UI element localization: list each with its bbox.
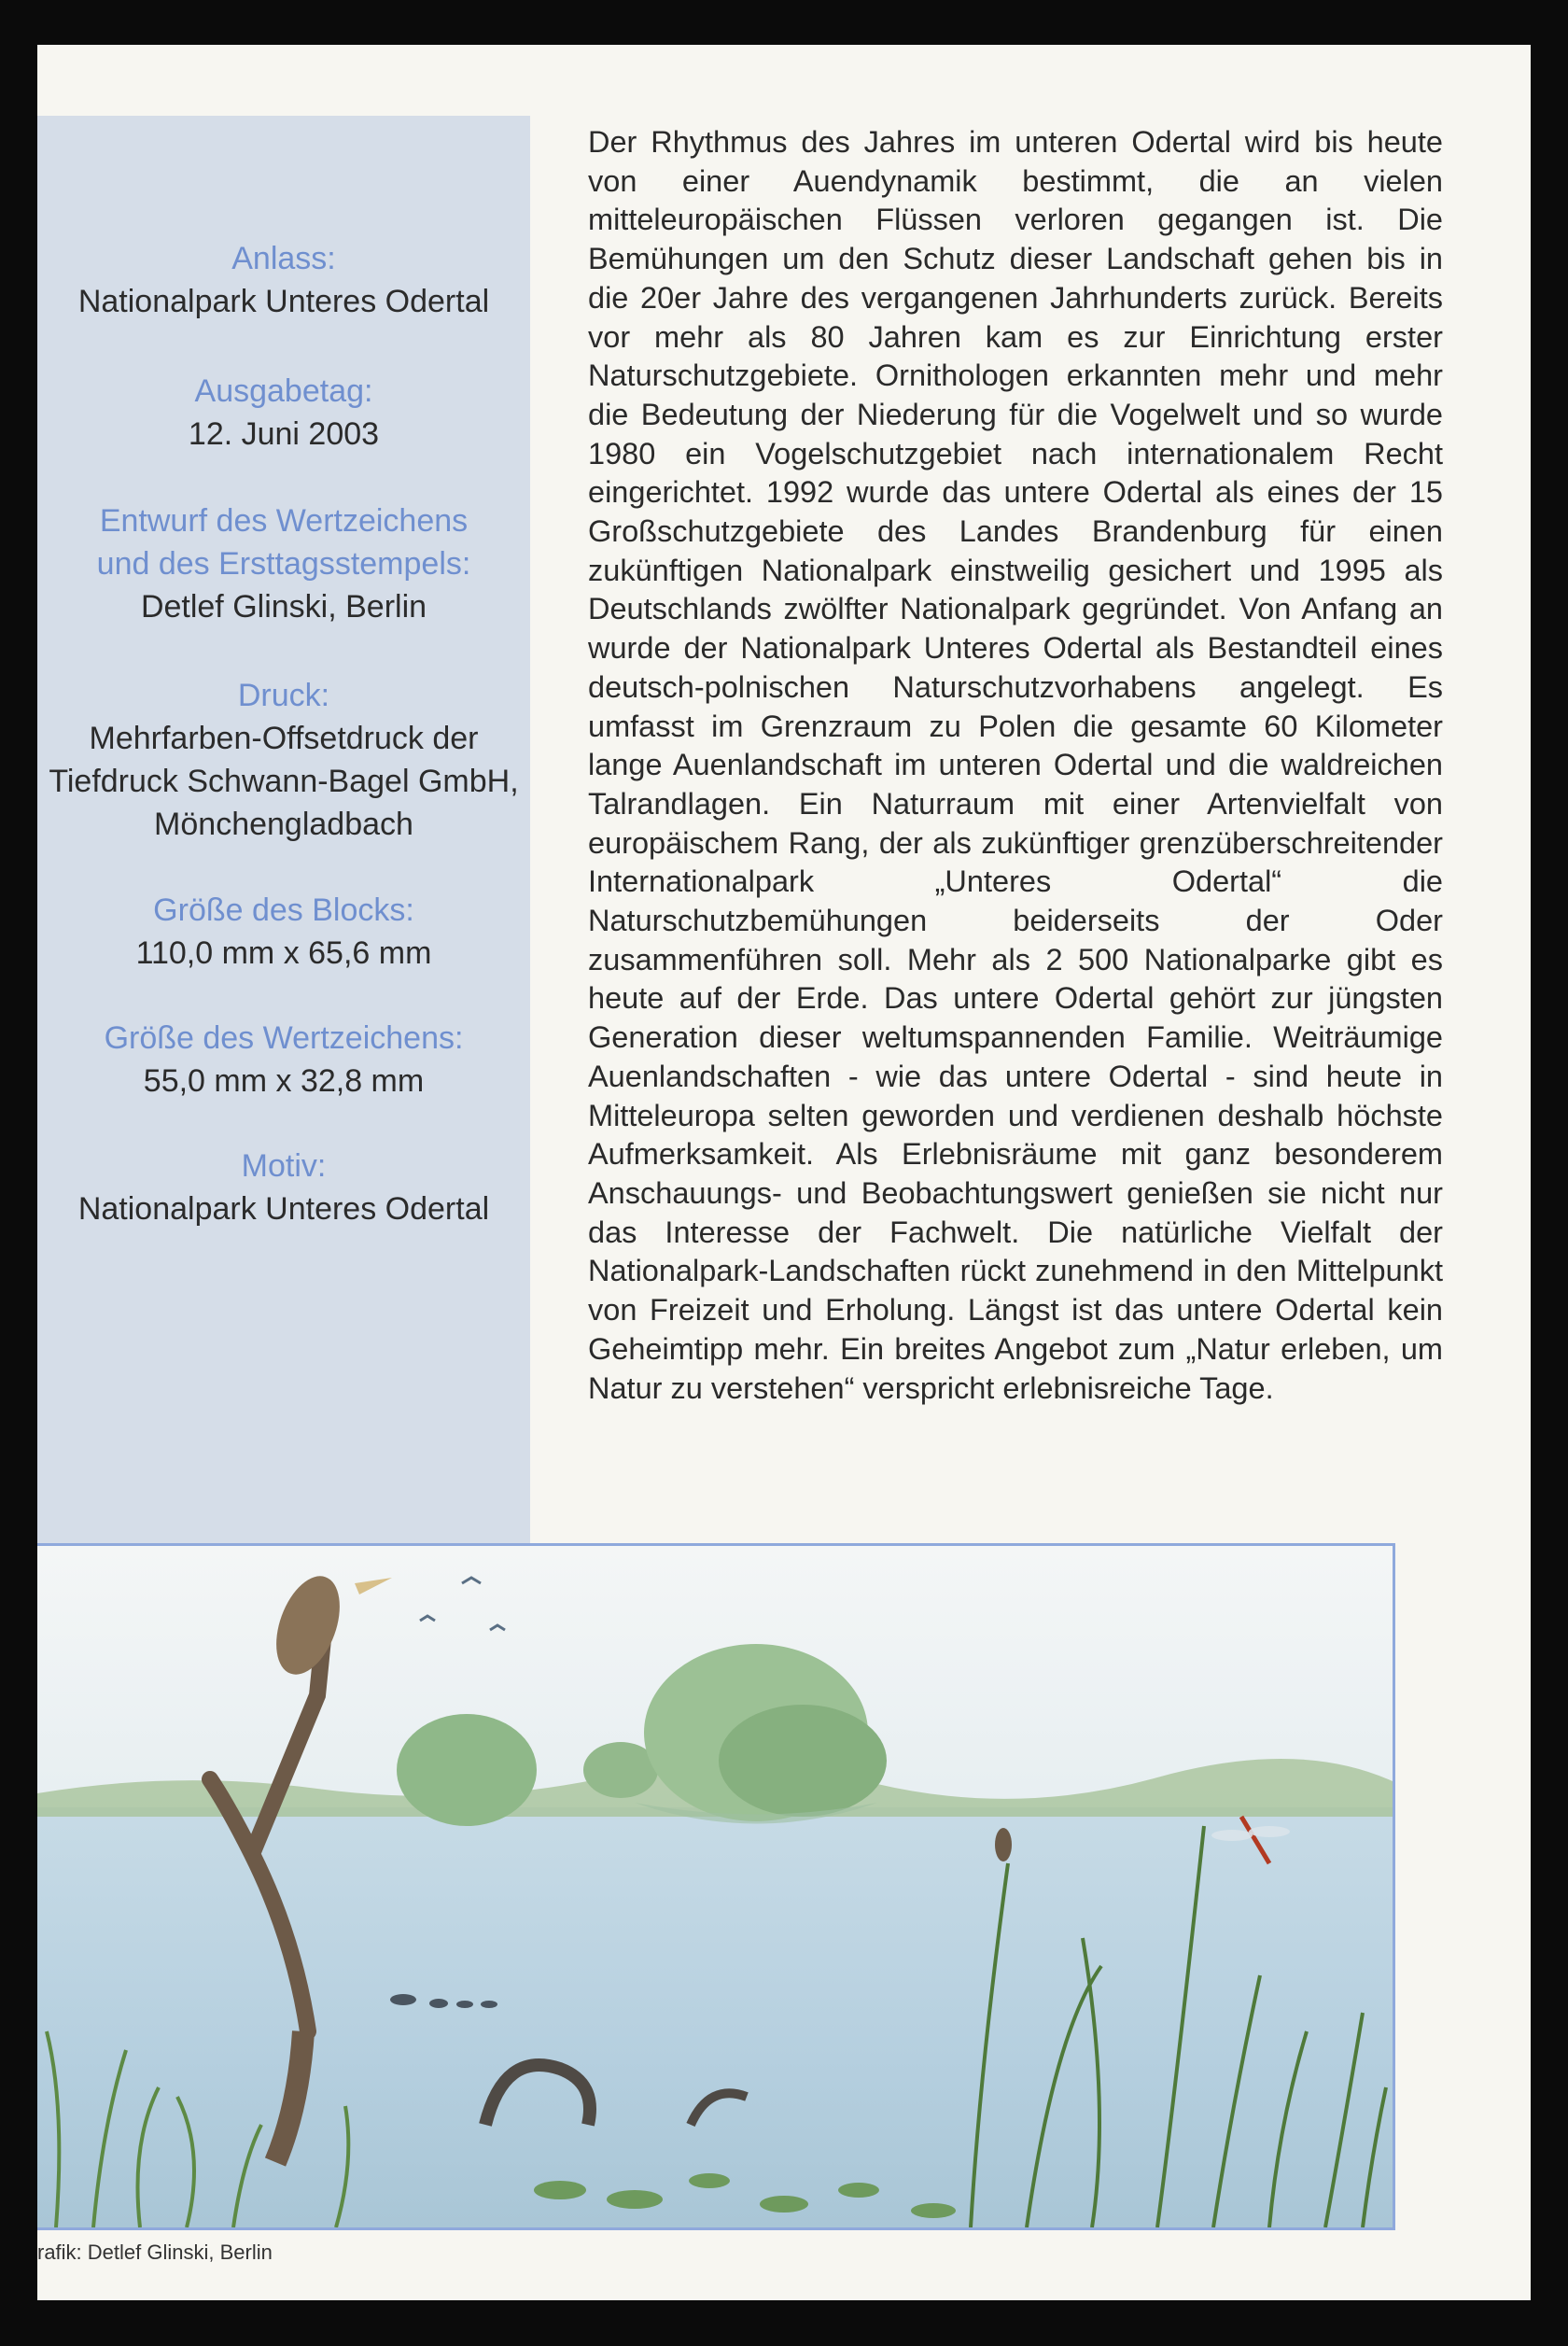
design-value: Detlef Glinski, Berlin bbox=[140, 589, 427, 625]
issue-info-sidebar bbox=[37, 116, 530, 1557]
occasion-value: Nationalpark Unteres Odertal bbox=[77, 284, 490, 319]
design-label-line-1: Entwurf des Wertzeichens bbox=[99, 503, 469, 539]
wetland-illustration bbox=[37, 1543, 1395, 2230]
design-block bbox=[37, 499, 530, 628]
print-value-line-2: Tiefdruck Schwann-Bagel GmbH, bbox=[49, 764, 519, 799]
occasion-block bbox=[37, 237, 530, 323]
print-value-line-3: Mönchengladbach bbox=[154, 807, 413, 842]
print-label: Druck: bbox=[237, 678, 330, 713]
occasion-label: Anlass: bbox=[231, 241, 336, 276]
lake-water bbox=[37, 1807, 1393, 2227]
stamp-size-block bbox=[37, 1017, 530, 1103]
wetland-painting bbox=[37, 1546, 1393, 2227]
willow-trees bbox=[719, 1705, 887, 1817]
print-block bbox=[37, 674, 530, 846]
illustration-credit: rafik: Detlef Glinski, Berlin bbox=[37, 2241, 273, 2264]
issue-date-value: 12. Juni 2003 bbox=[188, 416, 380, 452]
article-text bbox=[588, 123, 1443, 1408]
motif-label: Motiv: bbox=[241, 1148, 327, 1184]
motif-value: Nationalpark Unteres Odertal bbox=[77, 1191, 490, 1227]
issue-date-block bbox=[37, 370, 530, 456]
design-label-line-2: und des Ersttagsstempels: bbox=[96, 546, 471, 582]
block-size-value: 110,0 mm x 65,6 mm bbox=[135, 935, 432, 971]
booklet-page bbox=[37, 45, 1531, 2300]
block-size-label: Größe des Blocks: bbox=[153, 892, 414, 928]
block-size-block bbox=[37, 889, 530, 975]
print-value-line-1: Mehrfarben-Offsetdruck der bbox=[89, 721, 479, 756]
stamp-size-value: 55,0 mm x 32,8 mm bbox=[143, 1063, 425, 1099]
small-bird bbox=[995, 1828, 1012, 1861]
tree-clump bbox=[397, 1714, 537, 1826]
motif-block bbox=[37, 1145, 530, 1230]
article-paragraph: Der Rhythmus des Jahres im unteren Odertal wird bis heute von einer Auendynamik bestimmt, die an vielen mitteleuropäischen Flüssen verloren gegangen ist. Die Bemühungen um den Schutz dieser Landschaft gehen bis in die 20er Jahre des vergangenen Jahrhunderts zurück. Bereits vor mehr als 80 Jahren kam es zur Einrichtung erster Naturschutzgebiete. Ornithologen erkannten mehr und mehr die Bedeutung der Niederung für die Vogelwelt und so wurde 1980 ein Vogelschutzgebiet nach internationalem Recht eingerichtet. 1992 wurde das untere Odertal als eines der 15 Großschutzgebiete des Landes Brandenburg für einen zukünftigen Nationalpark einstweilig gesichert und 1995 als Deutschlands zwölfter Nationalpark gegründet. Von Anfang an wurde der Nationalpark Unteres Odertal als Bestandteil eines deutsch-polnischen Naturschutzvorhabens angelegt. Es umfasst im Grenzraum zu Polen die gesamte 60 Kilometer lange Auenlandschaft im unteren Odertal und die waldreichen Talrandlagen. Ein Naturraum mit einer Artenvielfalt von europäischem Rang, der als zukünftiger grenzüberschreitender Internationalpark „Unteres Odertal“ die Naturschutzbemühungen beiderseits der Oder zusammenführen soll. Mehr als 2 500 Nationalparke gibt es heute auf der Erde. Das untere Odertal gehört zur jüngsten Generation dieser weltumspannenden Familie. Weiträumige Auenlandschaften - wie das untere Odertal - sind heute in Mitteleuropa selten geworden und verdienen deshalb höchste Aufmerksamkeit. Als Erlebnisräume mit ganz besonderem Anschauungs- und Beobachtungswert genießen sie nicht nur das Interesse der Fachwelt. Die natürliche Vielfalt der Nationalpark-Landschaften rückt zunehmend in den Mittelpunkt von Freizeit und Erholung. Längst ist das untere Odertal kein Geheimtipp mehr. Ein breites Angebot zum „Natur erleben, um Natur zu verstehen“ verspricht erlebnisreiche Tage. bbox=[588, 125, 1443, 1405]
issue-date-label: Ausgabetag: bbox=[194, 373, 373, 409]
stamp-size-label: Größe des Wertzeichens: bbox=[104, 1020, 464, 1056]
